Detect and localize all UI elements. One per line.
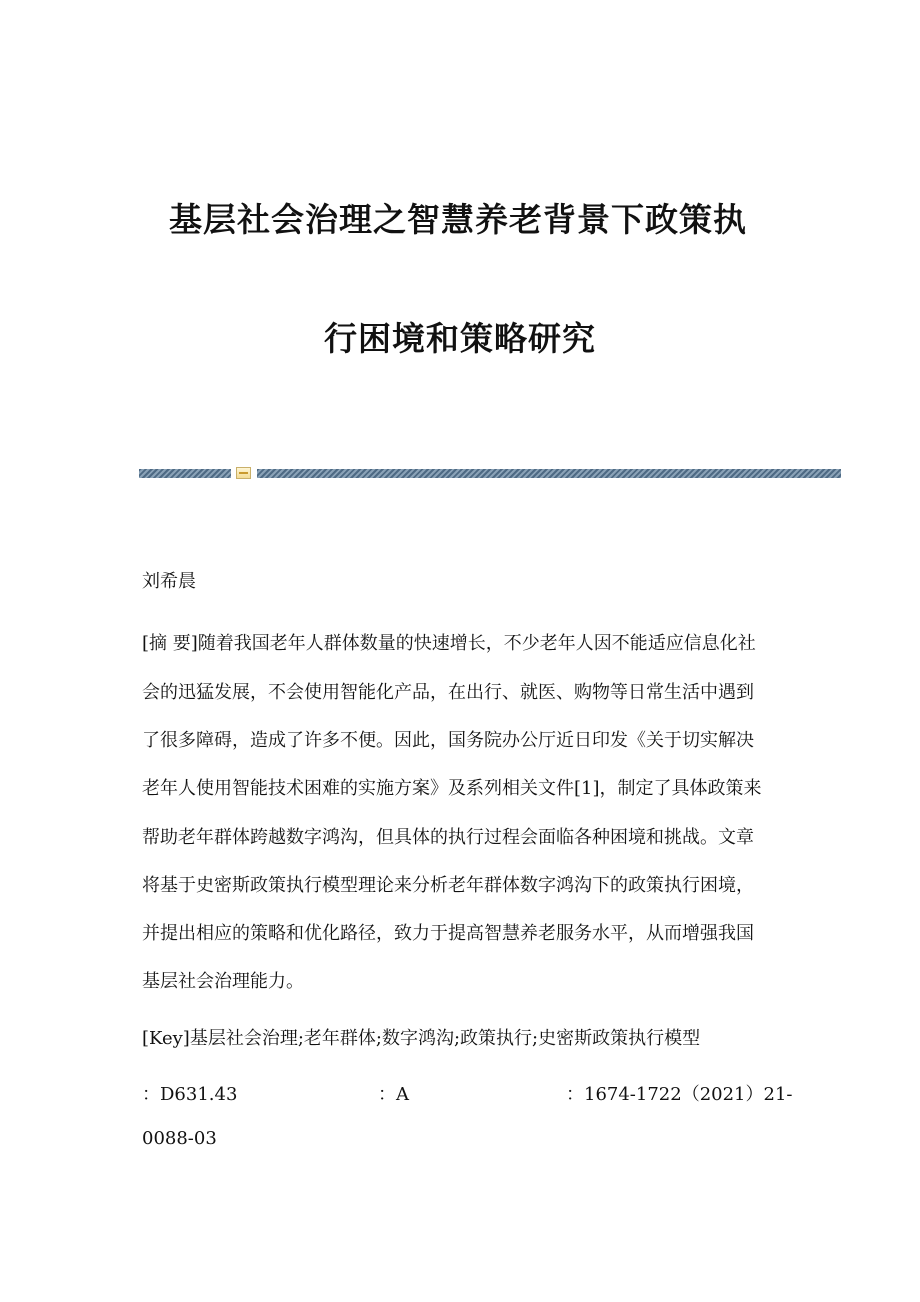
document-code: ：A xyxy=(378,1084,409,1105)
abstract-line: 并提出相应的策略和优化路径，致力于提高智慧养老服务水平，从而增强我国 xyxy=(142,923,754,944)
abstract-line: 了很多障碍，造成了许多不便。因此，国务院办公厅近日印发《关于切实解决 xyxy=(142,730,754,751)
author-name: 刘希晨 xyxy=(142,571,196,592)
abstract-line: 基层社会治理能力。 xyxy=(142,971,304,992)
title-line-1: 基层社会治理之智慧养老背景下政策执 xyxy=(169,200,747,239)
article-number-continued: 0088-03 xyxy=(142,1128,217,1149)
ornament-icon xyxy=(236,467,251,479)
abstract-line: 将基于史密斯政策执行模型理论来分析老年群体数字鸿沟下的政策执行困境， xyxy=(142,875,754,896)
keywords: [Key]基层社会治理;老年群体;数字鸿沟;政策执行;史密斯政策执行模型 xyxy=(142,1028,701,1049)
article-number: ：1674-1722（2021）21- xyxy=(566,1084,793,1105)
title-line-2: 行困境和策略研究 xyxy=(324,319,596,358)
abstract-line: 会的迅猛发展，不会使用智能化产品，在出行、就医、购物等日常生活中遇到 xyxy=(142,682,754,703)
classification-number: ：D631.43 xyxy=(142,1084,238,1105)
divider-right xyxy=(257,469,841,478)
divider-left xyxy=(139,469,231,478)
abstract-line: 帮助老年群体跨越数字鸿沟，但具体的执行过程会面临各种困境和挑战。文章 xyxy=(142,827,754,848)
abstract-line: [摘 要]随着我国老年人群体数量的快速增长，不少老年人因不能适应信息化社 xyxy=(142,633,756,654)
abstract-line: 老年人使用智能技术困难的实施方案》及系列相关文件[1]，制定了具体政策来 xyxy=(142,778,762,799)
